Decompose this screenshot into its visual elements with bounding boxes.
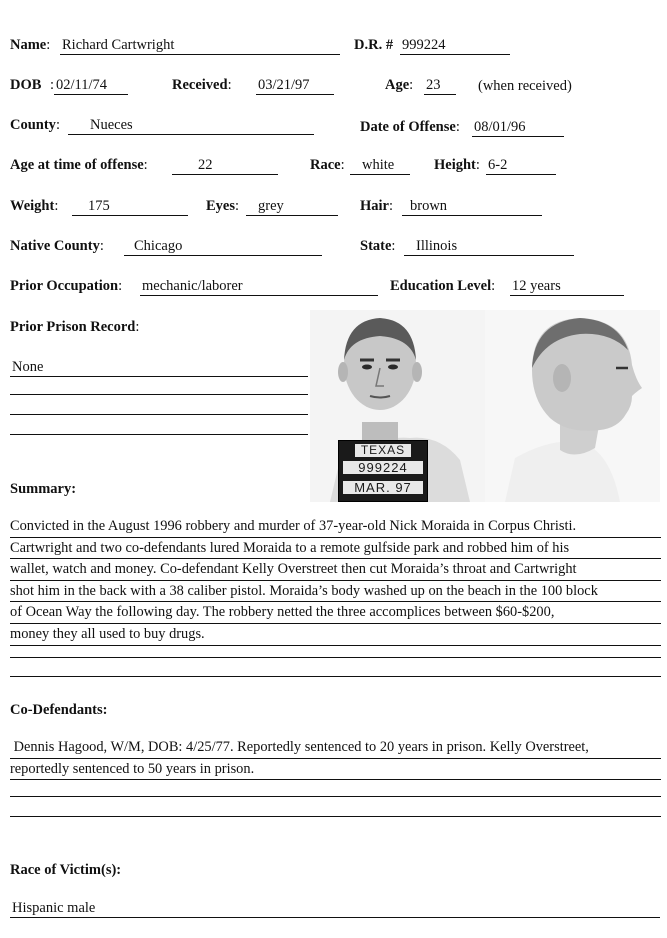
date-of-offense-value: 08/01/96 <box>472 118 564 137</box>
blank-line <box>10 676 661 677</box>
summary-line: wallet, watch and money. Co-defendant Kelly Overstreet then cut Moraida’s throat and Cartwright <box>10 559 661 581</box>
received-value: 03/21/97 <box>256 76 334 95</box>
blank-line <box>10 657 661 658</box>
native-county-label: Native County: <box>10 238 104 254</box>
race-of-victims-value: Hispanic male <box>10 899 660 918</box>
weight-value: 175 <box>72 197 188 216</box>
prior-prison-record-value: None <box>10 358 308 377</box>
blank-line <box>10 816 661 817</box>
mugshot-photo <box>310 310 660 502</box>
plaque-number: 999224 <box>343 461 423 474</box>
summary-line: shot him in the back with a 38 caliber pistol. Moraida’s body washed up on the beach in the 100 block <box>10 581 661 603</box>
summary-line: of Ocean Way the following day. The robbery netted the three accomplices between $60-$200, <box>10 602 661 624</box>
dob-label: DOB <box>10 77 42 93</box>
age-at-offense-value: 22 <box>172 156 278 175</box>
weight-label: Weight: <box>10 198 59 214</box>
age-label: Age: <box>385 77 414 93</box>
dr-value: 999224 <box>400 36 510 55</box>
hair-value: brown <box>402 197 542 216</box>
dob-value: 02/11/74 <box>54 76 128 95</box>
dr-label: D.R. # <box>354 37 394 53</box>
summary-line: money they all used to buy drugs. <box>10 624 661 646</box>
co-defendants-label: Co-Defendants: <box>10 702 108 718</box>
co-defendants-line: Dennis Hagood, W/M, DOB: 4/25/77. Reportedly sentenced to 20 years in prison. Kelly Overstreet, <box>10 737 661 759</box>
age-at-offense-label: Age at time of offense: <box>10 157 148 173</box>
summary-line: Convicted in the August 1996 robbery and murder of 37-year-old Nick Moraida in Corpus Christi. <box>10 516 661 538</box>
eyes-label: Eyes: <box>206 198 240 214</box>
native-county-value: Chicago <box>124 237 322 256</box>
booking-plaque <box>338 440 428 502</box>
summary-text <box>10 516 661 646</box>
prior-occupation-value: mechanic/laborer <box>140 277 378 296</box>
race-value: white <box>350 156 410 175</box>
race-of-victims-label: Race of Victim(s): <box>10 862 122 878</box>
age-value: 23 <box>424 76 456 95</box>
co-defendants-line: reportedly sentenced to 50 years in prison. <box>10 759 661 781</box>
plaque-date: MAR. 97 <box>343 481 423 494</box>
name-label: Name: <box>10 37 51 53</box>
county-label: County: <box>10 117 60 133</box>
prior-occupation-label: Prior Occupation: <box>10 278 123 294</box>
plaque-state: TEXAS <box>355 444 411 457</box>
name-value: Richard Cartwright <box>60 36 340 55</box>
summary-label: Summary: <box>10 481 77 497</box>
height-value: 6-2 <box>486 156 556 175</box>
state-value: Illinois <box>404 237 574 256</box>
blank-line <box>10 414 308 415</box>
eyes-value: grey <box>246 197 338 216</box>
hair-label: Hair: <box>360 198 394 214</box>
received-label: Received: <box>172 77 232 93</box>
race-label: Race: <box>310 157 345 173</box>
co-defendants-text <box>10 737 661 780</box>
height-label: Height: <box>434 157 480 173</box>
blank-line <box>10 394 308 395</box>
blank-line <box>10 796 661 797</box>
education-label: Education Level: <box>390 278 496 294</box>
state-label: State: <box>360 238 396 254</box>
education-value: 12 years <box>510 277 624 296</box>
date-of-offense-label: Date of Offense: <box>360 119 460 135</box>
summary-line: Cartwright and two co-defendants lured Moraida to a remote gulfside park and robbed him of his <box>10 538 661 560</box>
county-value: Nueces <box>68 116 314 135</box>
prior-prison-record-label: Prior Prison Record: <box>10 319 140 335</box>
blank-line <box>10 434 308 435</box>
age-note: (when received) <box>478 78 572 94</box>
